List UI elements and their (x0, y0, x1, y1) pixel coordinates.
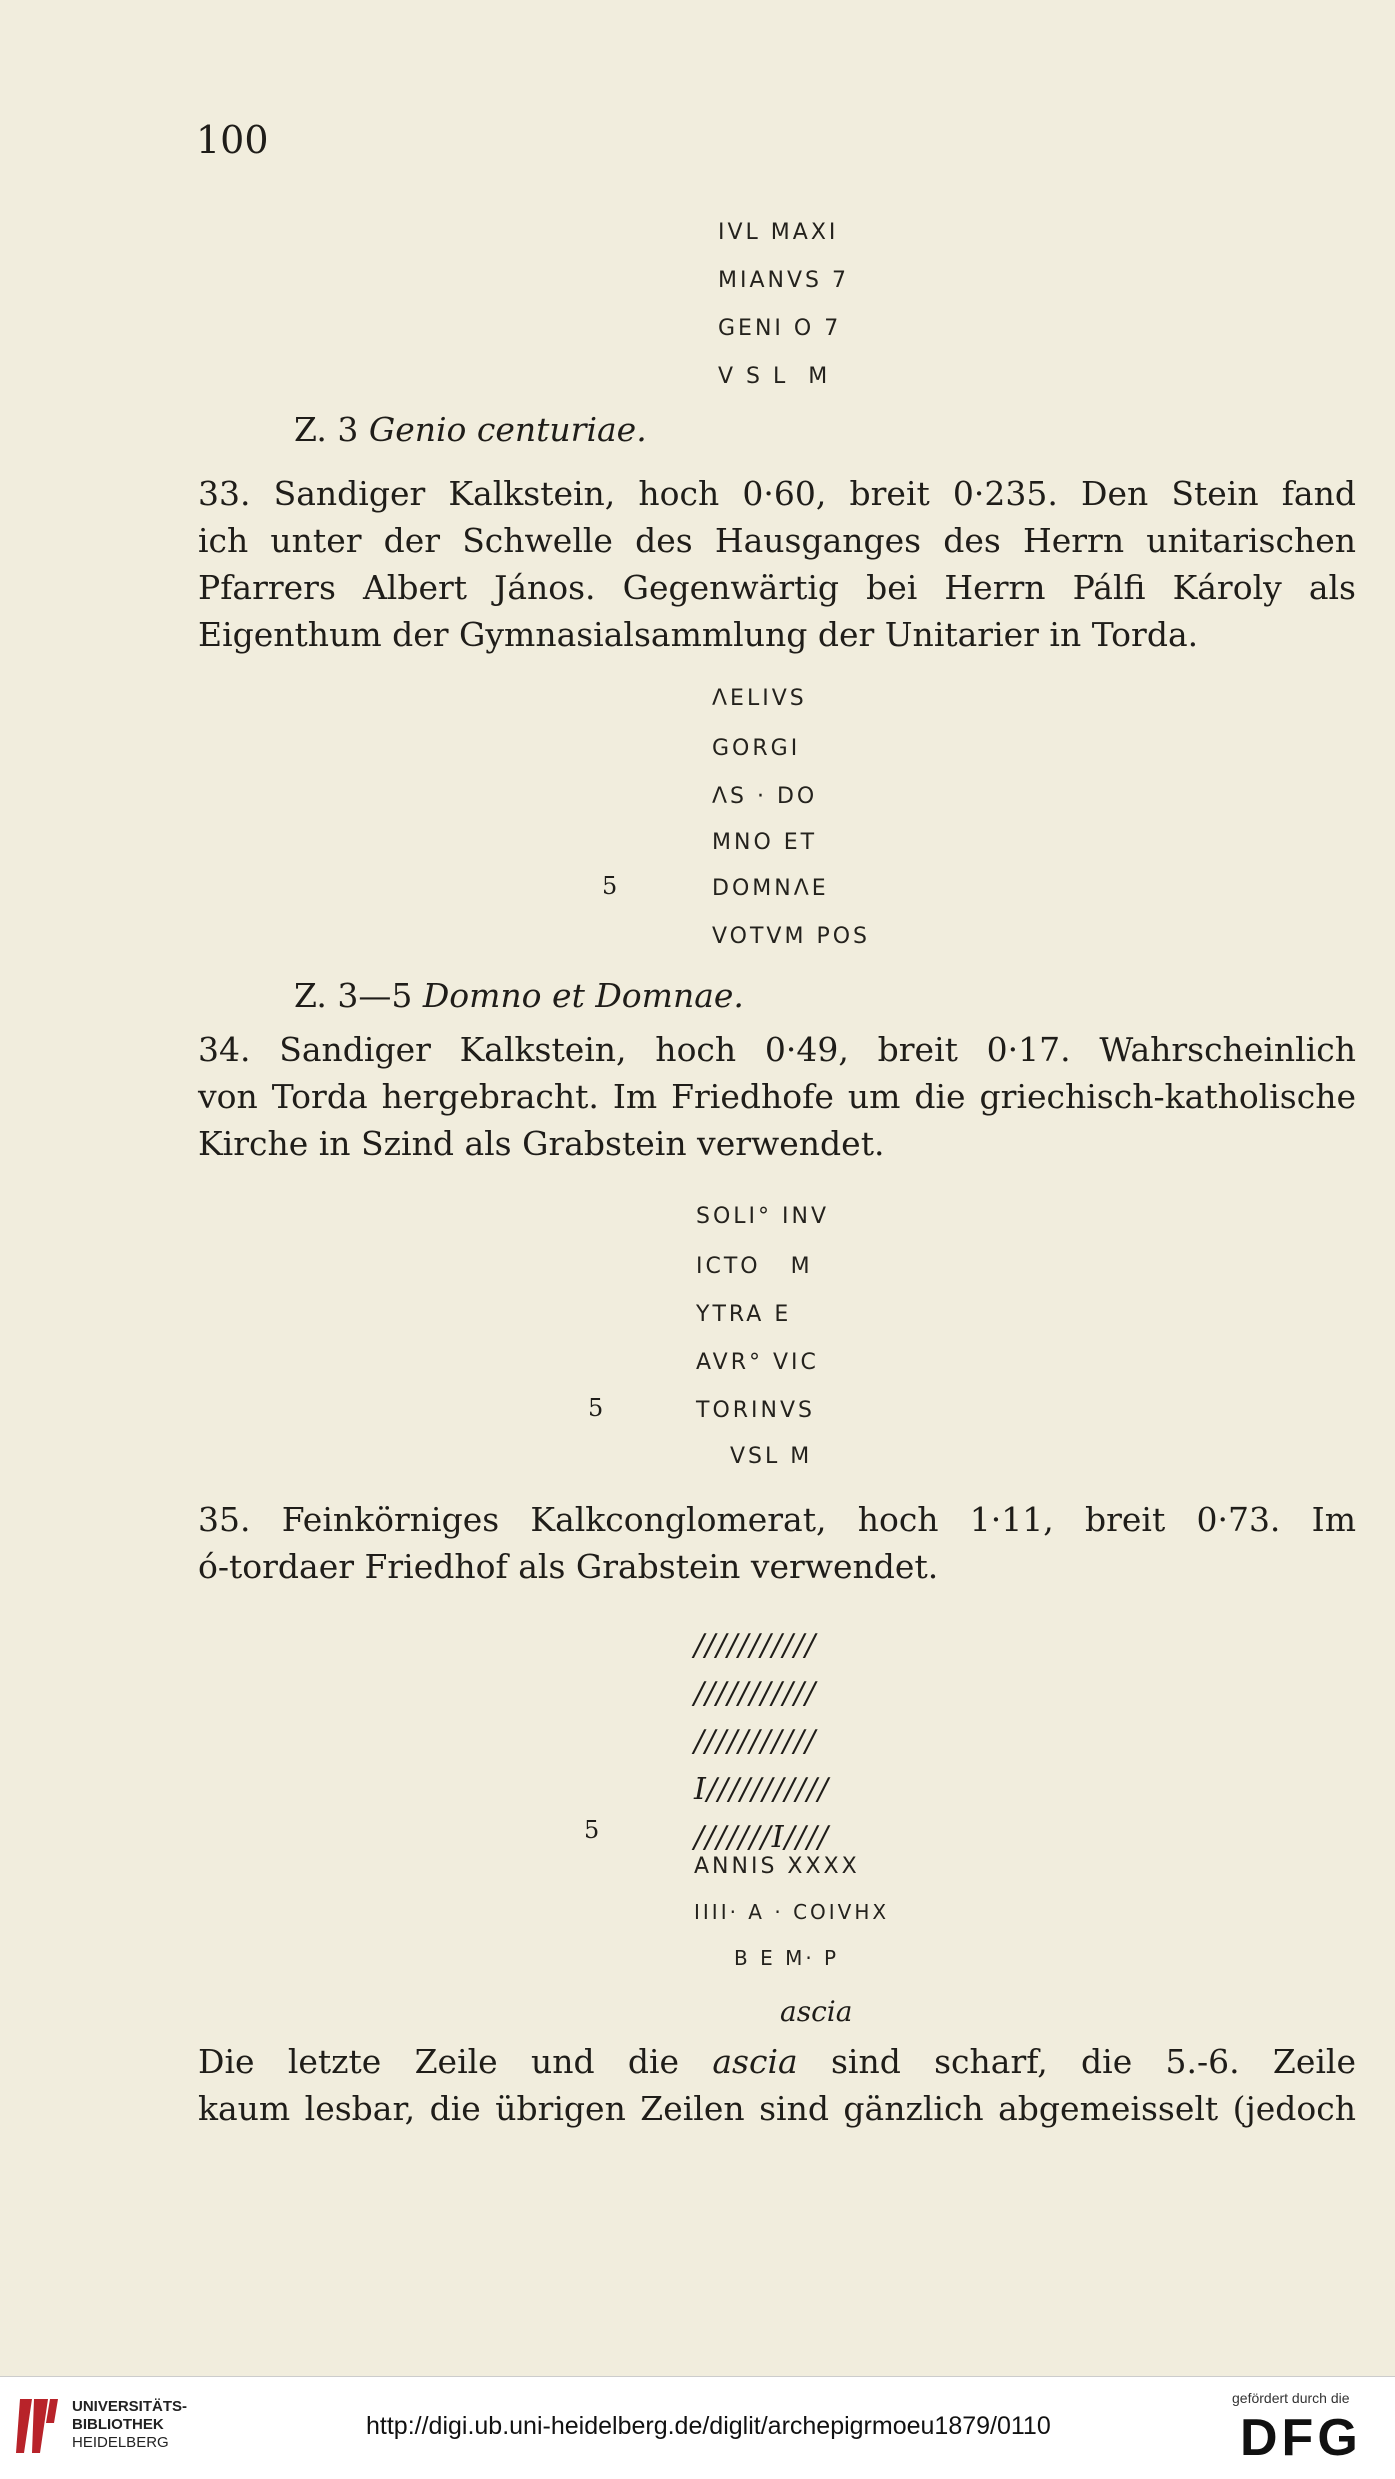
erased-line: I/////////// (694, 1772, 830, 1807)
inscription-line: V S L M (718, 364, 831, 389)
funded-by-text: gefördert durch die (1232, 2390, 1350, 2406)
inscription-line: ΛS · DO (712, 784, 818, 809)
erased-line: ///////I//// (694, 1820, 830, 1855)
paragraph-33 (198, 470, 1356, 658)
note-33: Z. 3—5 Domno et Domnae. (294, 976, 744, 1015)
inscription-line: SOLI° INV (696, 1204, 830, 1229)
inscription-line: VOTVM POS (712, 924, 870, 949)
inscription-line: IVL MAXI (718, 220, 839, 245)
line-number: 5 (588, 1394, 604, 1422)
paragraph-34 (198, 1026, 1356, 1167)
inscription-line: B E M· P (734, 1946, 840, 1970)
text-line: ich unter der Schwelle des Hausganges des Herrn unitarischen (198, 521, 1356, 560)
library-logo-icon (14, 2393, 60, 2459)
inscription-line: ICTO M (696, 1254, 813, 1279)
text-line: 35. Feinkörniges Kalkconglomerat, hoch 1·11, breit 0·73. Im (198, 1500, 1356, 1539)
inscription-line: GENI O 7 (718, 316, 842, 341)
text-line: 33. Sandiger Kalkstein, hoch 0·60, breit 0·235. Den Stein fand (198, 474, 1356, 513)
inscription-line: GORGI (712, 736, 801, 761)
inscription-line: AVR° VIC (696, 1350, 819, 1375)
inscription-line: DOMNΛE (712, 876, 829, 901)
inscription-line: MNO ET (712, 830, 818, 855)
library-name (72, 2398, 187, 2452)
text-line: Pfarrers Albert János. Gegenwärtig bei Herrn Pálfi Károly als (198, 568, 1356, 607)
erased-line: /////////// (694, 1628, 817, 1663)
paragraph-final (198, 2038, 1356, 2132)
inscription-line: ΛELIVS (712, 686, 807, 711)
source-url-link[interactable]: http://digi.ub.uni-heidelberg.de/diglit/archepigrmoeu1879/0110 (366, 2412, 1051, 2440)
inscription-line: YTRA E (696, 1302, 792, 1327)
text-line: 34. Sandiger Kalkstein, hoch 0·49, breit 0·17. Wahrscheinlich (198, 1030, 1356, 1069)
text-line: Die letzte Zeile und die ascia sind scharf, die 5.-6. Zeile (198, 2042, 1357, 2081)
inscription-line: MIANVS 7 (718, 268, 849, 293)
line-number: 5 (584, 1816, 600, 1844)
text-line: ó-tordaer Friedhof als Grabstein verwendet. (198, 1547, 939, 1586)
library-line: UNIVERSITÄTS- (72, 2398, 188, 2415)
erased-line: /////////// (694, 1676, 817, 1711)
text-line: Eigenthum der Gymnasialsammlung der Unitarier in Torda. (198, 615, 1199, 654)
inscription-line: VSL M (730, 1444, 813, 1469)
inscription-line: TORINVS (696, 1398, 816, 1423)
paragraph-35 (198, 1496, 1356, 1590)
line-number: 5 (602, 872, 618, 900)
note-32: Z. 3 Genio centuriae. (294, 410, 647, 449)
inscription-line: IIII· A · COIVHX (694, 1900, 890, 1924)
ascia-label: ascia (780, 1995, 853, 2028)
page-number: 100 (196, 118, 269, 162)
text-line: von Torda hergebracht. Im Friedhofe um die griechisch-katholische (198, 1077, 1356, 1116)
inscription-line: ANNIS XXXX (694, 1854, 860, 1879)
text-line: kaum lesbar, die übrigen Zeilen sind gänzlich abgemeisselt (jedoch (198, 2089, 1356, 2128)
text-line: Kirche in Szind als Grabstein verwendet. (198, 1124, 885, 1163)
dfg-logo: DFG (1240, 2409, 1362, 2467)
library-line: HEIDELBERG (72, 2434, 169, 2451)
library-line: BIBLIOTHEK (72, 2416, 164, 2433)
erased-line: /////////// (694, 1724, 817, 1759)
